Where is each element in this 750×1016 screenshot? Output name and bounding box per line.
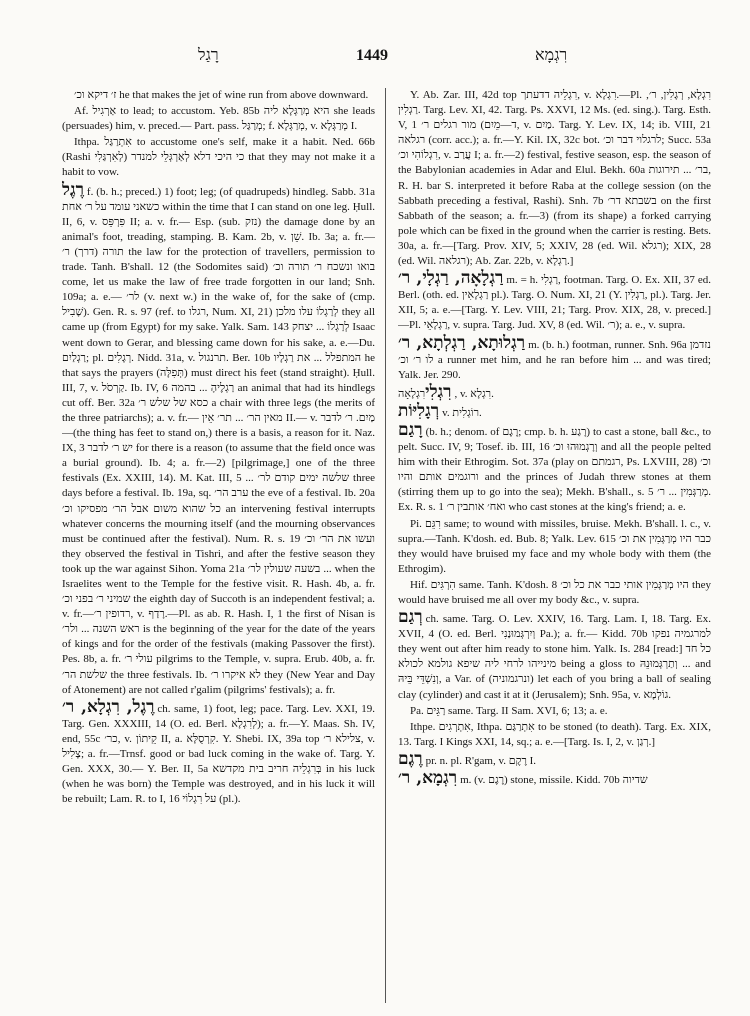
dictionary-entry xyxy=(398,381,711,402)
dictionary-entry xyxy=(398,578,711,608)
dictionary-entry xyxy=(398,517,711,577)
entry-text: ז׳ דיקא וכ׳ he that makes the jet of wine run from above downward. xyxy=(74,89,369,101)
dictionary-entry xyxy=(62,88,375,103)
entry-text: v. רוֹגְלִית. xyxy=(442,406,482,419)
headword: רְגַם xyxy=(398,607,423,628)
dictionary-entry xyxy=(398,720,711,750)
page-header xyxy=(0,46,750,70)
entry-text: Hif. הִרְגִּים same. Tanh. K'dosh. 8 היו מְרַגְּמִין אותי כבר את כל וכ׳ they would have bruised me all over my body &c., v. supra. xyxy=(398,578,711,606)
entry-text: Af. אַרְגִיל to lead; to accustom. Yeb. 85b היא מְרַגְּלָא ליה she leads (persuades) him, v. preced.— Part. pass. מְרַגַּל; f. מְרַגְּלָא, v. מְרַגְּלָא I. xyxy=(62,105,375,133)
entry-text: m. = h. רַגְלִי, footman. Targ. O. Ex. XII, 37 ed. Berl. (oth. ed. רַגְלָאִין pl.). Targ. O. Num. XI, 21 (Y. רַגְלִין, pl.). Targ. Jer. XII, 5; a. e.—[Targ. Y. Lev. VIII, 21; Targ. Prov. XIX, 28, v. preced.]—Pl. רַגְלָאֵי, v. supra. Targ. Jud. XV, 8 (ed. Wil. ר׳); a. e., v. supra. xyxy=(398,274,711,332)
entry-text: רִגְלָאָה, v. רִגְלָא. xyxy=(398,387,494,400)
dictionary-entry xyxy=(398,400,711,421)
entry-text: Pa. רַגֵּים same. Targ. II Sam. XVI, 6; 13; a. e. xyxy=(410,704,608,717)
dictionary-entry xyxy=(62,104,375,134)
entry-text: Ithpe. אִתְרְגִים, Ithpa. אִתְרַגַּם to be stoned (to death). Targ. Ex. XIX, 13. Targ. I Kings XXI, 14, sq.; a. e.—[Targ. Is. I, 2, v. רְגַן.] xyxy=(398,720,711,748)
right-guide-word: רִגְמָא xyxy=(535,47,568,64)
column-divider xyxy=(385,88,386,1003)
page-number: 1449 xyxy=(356,47,388,64)
dictionary-entry xyxy=(398,609,711,703)
dictionary-entry xyxy=(62,179,375,698)
headword: רֶגֶם xyxy=(398,748,423,769)
right-column xyxy=(398,88,711,1003)
entry-text: (b. h.; denom. of רֶגֶם; cmp. b. h. רָגַע) to cast a stone, ball &c., to pelt. Succ. IV, 9; Tosef. ib. III, 16 וְרָגְמוּהוּ וכ׳ and all the people pelted him with their Ethrogim. Sot. 37a (play on רגמתם, Ps. LXVIII, 28) וכ׳ ורוגמים אותם והיו and the princes of Judah threw stones at them (stirring them up to go into the sea); Mekh. B'shall., s. 5 מְרַגְּמִין ... ר׳. Ex. R. s. 1 ואח׳ אותבין ר׳ who cast stones at the king's friend; a. e. xyxy=(398,425,711,514)
headword: רָגַם xyxy=(398,419,423,440)
dictionary-entry xyxy=(398,88,711,269)
dictionary-entry xyxy=(398,332,711,383)
headword: רֶגֶל xyxy=(62,179,84,200)
entry-text: ch. same. Targ. O. Lev. XXIV, 16. Targ. Lam. I, 18. Targ. Ex. XVII, 4 (O. ed. Berl. וְיִרְגְּמוּנַנִי Pa.); a. fr.— Kidd. 70b למרגמיה נפקו they went out after him ready to stone him. Yalk. Is. 284 [read:] כל חד מינייהו לרחי ליה שיפא גולמא לכולא being a gloss to וְתַרְגְּמוּנֵהּ ... and וְנִשְׁדֵּי בֵּיהּ, a Var. of (ונרגמוניה) let each of you bring a ball of sealing clay (cylinder) and cast it at it (Jerusalem); Snh. 95a, v. גוֹלְמָא. xyxy=(398,613,711,701)
dictionary-entry xyxy=(398,770,711,788)
left-guide-word: רָגַל xyxy=(198,47,219,64)
headword: רַגְלָאָה, רַגְלָי, ר׳ xyxy=(398,268,504,289)
headword: רֶגֶל, רִגְלָא, ר׳ xyxy=(62,696,155,717)
dictionary-entry xyxy=(398,419,711,516)
entry-text: f. (b. h.; preced.) 1) foot; leg; (of quadrupeds) hindleg. Sabb. 31a כשאני עומד על ר׳ אחת within the time that I can stand on one leg. Ḥull. II, 6, v. פִּרְפֵּס II; a. v. fr.— Esp. (sub. נזק) the damage done by an animal's foot, treading, stamping. B. Kam. 2b, v. שֵׁן. Ib. 3a; a. fr.—תורה (דרך) ר׳ the law for the protection of travellers, permission to trade. Tanh. B'shall. 12 (the Sodomites said) בואו ונשכח ר׳ תורה וכ׳ come, let us make the law of free trade forgotten in our land; Snh. 109a; a. e.— לר׳ (v. next w.) in the wake of, for the sake of (cmp. שָׁבִיל). Gen. R. s. 97 (ref. to רגלו, Num. XI, 21) לְרַגְלוֹ עלו מלכן they all came up (from Egypt) for my sake. Yalk. Sam. 143 לְרַגְלוֹ ... יצחק Isaac went down to Gerar, and blessing came down for his sake, a. e.—Du. רַגְלַיִם; pl. רְגָלִים. Nidd. 31a, v. תרנגול. Ber. 10b המתפלל ... את רַגְלָיו he that says the prayers (תְּפִלָּה) must direct his feet (stand straight). Ḥull. III, 7, v. קַרְסֹל. Ib. IV, 6 רַגְלֶיהָ ... בהמה an animal that had its hindlegs cut off. Ber. 32a כסא של שלש ר׳ a chair with three legs (the merits of the three patriarchs); a. v. fr.— מאין הר׳ ... תר׳ אֵין II.— v. מַיִם. ר׳ לדבר—(the thing has feet to stand on,) there is a basis, a reason for it. Naz. IX, 3 יש ר׳ לדבר for there is a reason (to assume that the field once was a burial ground). Ib. 4; a. fr.—2) [pilgrimage,] one of the three festivals (Ex. XXIII, 14). M. Kat. III, 5 ... שלשה ימים קודם לר׳ three days before a festival. Ib. 19a, sq. ערב הר׳ the eve of a festival. Ib. 20a כל שהוא משום אבל הר׳ מפסיקו וכ׳ an intervening festival interrupts whatever concerns the mourning itself (and the mourning observances must be continued after the festival). Num. R. s. 19 ועשו את הר׳ וכ׳ they observed the festival in Tishri, and after the festive season they took up the war against Sihon. Yoma 21a בשעה שעולין לר׳ ... when the Israelites went to the Temple for the festive visit. R. Hash. 4b, a. fr. שמיני ר׳ בפני וכ׳ the eighth day of Succoth is an independent festival; a. v. fr.—רדופין ר׳, v. רָדַף.—Pl. as ab. R. Hash. I, 1 the first of Nisan is ראש השנה ... ולר׳ is the beginning of the year for the date of the years of kings and for the order of the festivals (making Passover the first). Pes. 8b, a. fr. עולי ר׳ pilgrims to the Temple, v. supra. Erub. 40b, a. fr. שלשת הר׳ the three festivals. Ib. לא איקרו ר׳ they (New Year and Day of Atonement) are not called r'galim (pilgrims' festivals); a. fr. xyxy=(62,185,375,696)
dictionary-entry xyxy=(398,270,711,333)
dictionary-entry xyxy=(398,748,711,769)
entry-text: ch. same, 1) foot, leg; pace. Targ. Lev. XXI, 19. Targ. Gen. XXXIII, 14 (O. ed. Berl. לְרִגְלָא); a. fr.—Y. Maas. Sh. IV, end, 55c כר׳, v. קֵיתוֹן II, a. קִרְסֻלָּא. Y. Shebi. IX, 39a top צלילא ר׳, v. צָלִיל; a. fr.—Trnsf. good or bad luck coming in the wake of. Targ. Y. Gen. XXX, 30.— Y. Ber. II, 5a בְּרִגְלֵיה חריב בית מקדשא in his luck (when he was born) the Temple was destroyed, and in his luck it will be rebuilt; Lam. R. to I, 16 על רִגְלוֹי (pl.). xyxy=(62,702,375,806)
dictionary-entry xyxy=(62,135,375,180)
entry-text: Pi. רִגֵּם same; to wound with missiles, bruise. Mekh. B'shall. l. c., v. supra.—Tanh. K'dosh. ed. Bub. 8; Yalk. Lev. 615 כבר היו מְרַגְּמִין את וכ׳ they would have bruised my face and my whole body with them (the Ethrogim). xyxy=(398,517,711,575)
entry-text: Ithpa. אִתְרַגַּל to accustome one's self, make it a habit. Ned. 66b (Rashi לְאִרְגַּלִי) כי היכי דלא לְאַרְגְּלֵי למנדר that they may not make it a habit to vow. xyxy=(62,136,375,179)
headword: רַגְלוּתָא, רַגְלְתָא, ר׳ xyxy=(398,332,526,353)
dictionary-entry xyxy=(398,704,711,719)
headword: רְגָלִיּוֹת xyxy=(398,400,440,421)
entry-text: m. (v. רֶגֶם) stone, missile. Kidd. 70b שדיוה xyxy=(460,774,648,787)
entry-text: pr. n. pl. R'gam, v. רֶקֶם I. xyxy=(425,754,537,767)
headword: רִגְלִי xyxy=(425,381,452,402)
headword: רִגְמָא, ר׳ xyxy=(398,768,458,789)
entry-text: Y. Ab. Zar. III, 42d top רִגְלֵיה דדעתך, v. רִגְלָא.—Pl. רִגְלָא, רְגָלִין, ר׳, רַגְלִין. Targ. Lev. XI, 42. Targ. Ps. XXVI, 12 Ms. (ed. sing.). Targ. Esth. V, 1 מור רגלים ר׳ (ד—מֵיִם, v. מַיִם. Targ. Y. Lev. IX, 14; ib. VIII, 21 רגלאה (corr. acc.); a. fr.—Y. Kil. IX, 32c bot. לרגלוי דבר וכ׳; Succ. 53a רִגְלוֹהִי וכ׳, v. עֲרַב I; a. fr.—2) festival, festive season, esp. the season of the Babylonian academies in Adar and Elul. Bekh. 60a בר׳ ... תירוגות, R. H. bar S. interpreted it before Raba at the college session (on the Sabbath preceding a festival, Rashi). Snh. 7b בשבתא דר׳ on the first Sabbath of the season; a. fr.—3) (from its shape) a forked carrying pole which can be fixed in the ground when the carrier is resting. Bets. 30a, a. fr.—[Targ. Prov. XIV, 5; XXIV, 28 (ed. Wil. רגלא); XIX, 28 (ed. Wil. רגלאה); Ab. Zar. 22b, v. רַגְלָא.] xyxy=(398,89,711,268)
left-column xyxy=(62,88,375,1003)
entry-text: m. (b. h.) footman, runner. Snh. 96a נזדמן לו ר׳ וכ׳ a runner met him, and he ran before him ... and was tired; Yalk. Jer. 290. xyxy=(398,338,711,381)
dictionary-entry xyxy=(62,696,375,808)
